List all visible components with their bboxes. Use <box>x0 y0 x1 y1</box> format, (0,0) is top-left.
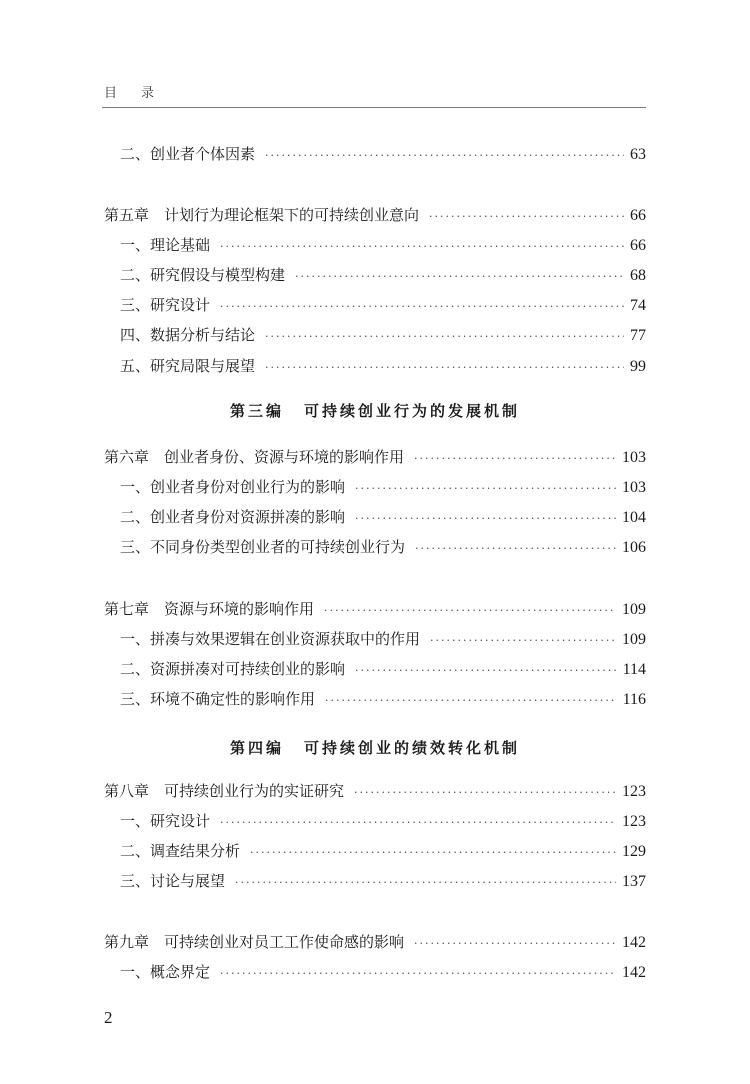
part-label: 第四编 <box>229 739 284 757</box>
entry-title: 一、创业者身份对创业行为的影响 <box>120 478 346 496</box>
entry-title: 三、环境不确定性的影响作用 <box>120 690 316 708</box>
dot-leader <box>220 963 616 985</box>
header-rule <box>102 107 646 108</box>
dot-leader <box>414 933 616 955</box>
toc-section-entry[interactable] <box>104 688 646 710</box>
toc-section-entry[interactable] <box>104 840 646 862</box>
dot-leader <box>220 812 616 834</box>
toc-chapter-entry[interactable] <box>104 446 646 468</box>
entry-page-number: 99 <box>630 358 646 375</box>
toc-section-entry[interactable] <box>104 264 646 286</box>
page-number: 2 <box>104 1008 113 1027</box>
entry-page-number: 137 <box>622 873 646 890</box>
entry-title: 第五章 计划行为理论框架下的可持续创业意向 <box>104 206 420 224</box>
entry-title: 二、创业者身份对资源拼凑的影响 <box>120 508 346 526</box>
entry-page-number: 116 <box>622 691 646 708</box>
entry-page-number: 109 <box>622 631 646 648</box>
toc-section-entry[interactable] <box>104 870 646 892</box>
dot-leader <box>324 600 616 622</box>
toc-section-entry[interactable] <box>104 355 646 377</box>
dot-leader <box>355 508 616 530</box>
toc-section-entry[interactable] <box>104 294 646 316</box>
toc-section-entry[interactable] <box>104 628 646 650</box>
entry-title: 一、研究设计 <box>120 812 211 830</box>
dot-leader <box>235 872 616 894</box>
entry-title: 二、调查结果分析 <box>120 842 241 860</box>
entry-page-number: 103 <box>622 479 646 496</box>
entry-title: 第九章 可持续创业对员工工作使命感的影响 <box>104 933 405 951</box>
entry-title: 二、研究假设与模型构建 <box>120 266 286 284</box>
entry-title: 一、理论基础 <box>120 236 211 254</box>
entry-title: 二、创业者个体因素 <box>120 145 256 163</box>
entry-page-number: 114 <box>622 661 646 678</box>
entry-page-number: 123 <box>622 813 646 830</box>
toc-section-entry[interactable] <box>104 143 646 165</box>
entry-title: 第八章 可持续创业行为的实证研究 <box>104 782 345 800</box>
entry-page-number: 74 <box>630 297 646 314</box>
dot-leader <box>355 660 617 682</box>
dot-leader <box>295 266 624 288</box>
dot-leader <box>415 538 616 560</box>
dot-leader <box>220 296 624 318</box>
dot-leader <box>220 236 624 258</box>
entry-title: 四、数据分析与结论 <box>120 326 256 344</box>
toc-chapter-entry[interactable] <box>104 780 646 802</box>
entry-title: 三、研究设计 <box>120 296 211 314</box>
header-char-1: 目 <box>104 86 118 101</box>
toc-chapter-entry[interactable] <box>104 931 646 953</box>
entry-page-number: 142 <box>622 964 646 981</box>
dot-leader <box>325 690 617 712</box>
part-heading <box>104 737 646 758</box>
entry-page-number: 68 <box>630 267 646 284</box>
entry-page-number: 104 <box>622 509 646 526</box>
entry-page-number: 66 <box>630 237 646 254</box>
entry-page-number: 109 <box>622 601 646 618</box>
entry-page-number: 66 <box>630 207 646 224</box>
part-heading <box>104 400 646 421</box>
toc-section-entry[interactable] <box>104 324 646 346</box>
entry-page-number: 63 <box>630 146 646 163</box>
toc-chapter-entry[interactable] <box>104 598 646 620</box>
dot-leader <box>414 448 616 470</box>
dot-leader <box>265 145 624 167</box>
toc-section-entry[interactable] <box>104 658 646 680</box>
running-header <box>104 82 154 101</box>
dot-leader <box>265 326 624 348</box>
dot-leader <box>429 206 624 228</box>
dot-leader <box>354 782 616 804</box>
entry-title: 五、研究局限与展望 <box>120 357 256 375</box>
toc-chapter-entry[interactable] <box>104 204 646 226</box>
entry-title: 二、资源拼凑对可持续创业的影响 <box>120 660 346 678</box>
entry-page-number: 106 <box>622 539 646 556</box>
entry-title: 三、不同身份类型创业者的可持续创业行为 <box>120 538 406 556</box>
dot-leader <box>250 842 616 864</box>
dot-leader <box>430 630 616 652</box>
toc-section-entry[interactable] <box>104 234 646 256</box>
entry-title: 第六章 创业者身份、资源与环境的影响作用 <box>104 448 405 466</box>
entry-title: 一、概念界定 <box>120 963 211 981</box>
header-char-2: 录 <box>141 86 155 101</box>
toc-section-entry[interactable] <box>104 476 646 498</box>
toc-section-entry[interactable] <box>104 810 646 832</box>
part-label: 第三编 <box>229 402 284 420</box>
entry-title: 一、拼凑与效果逻辑在创业资源获取中的作用 <box>120 630 421 648</box>
entry-page-number: 123 <box>622 783 646 800</box>
entry-page-number: 77 <box>630 327 646 344</box>
toc-section-entry[interactable] <box>104 506 646 528</box>
entry-title: 第七章 资源与环境的影响作用 <box>104 600 315 618</box>
dot-leader <box>355 478 616 500</box>
entry-page-number: 103 <box>622 449 646 466</box>
toc-section-entry[interactable] <box>104 536 646 558</box>
toc-section-entry[interactable] <box>104 961 646 983</box>
entry-page-number: 142 <box>622 934 646 951</box>
entry-page-number: 129 <box>622 843 646 860</box>
entry-title: 三、讨论与展望 <box>120 872 226 890</box>
part-title: 可持续创业行为的发展机制 <box>304 402 521 420</box>
part-title: 可持续创业的绩效转化机制 <box>304 739 521 757</box>
dot-leader <box>265 357 624 379</box>
